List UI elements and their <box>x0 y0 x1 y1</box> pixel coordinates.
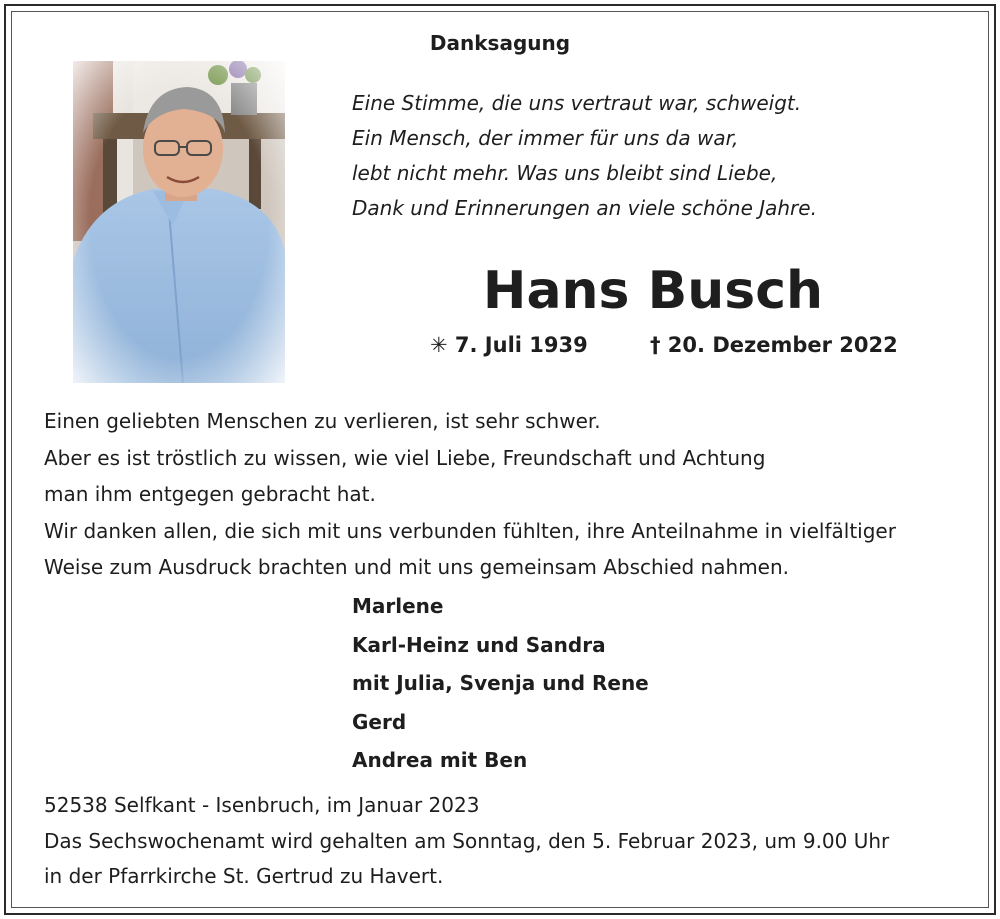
quote-line: Eine Stimme, die uns vertraut war, schweigt. <box>352 91 802 115</box>
footer-line: 52538 Selfkant - Isenbruch, im Januar 2023 <box>44 793 480 817</box>
signers-list <box>352 591 649 784</box>
message-line: Aber es ist tröstlich zu wissen, wie viel Liebe, Freundschaft und Achtung <box>44 445 766 470</box>
message-line: Einen geliebten Menschen zu verlieren, ist sehr schwer. <box>44 409 601 433</box>
death-date: † 20. Dezember 2022 <box>650 333 898 357</box>
thanks-message <box>44 406 896 589</box>
message-line: man ihm entgegen gebracht hat. <box>44 482 376 506</box>
signer: Andrea mit Ben <box>352 748 528 772</box>
signer: mit Julia, Svenja und Rene <box>352 671 649 695</box>
signer: Karl-Heinz und Sandra <box>352 632 606 657</box>
footer-line: Das Sechswochenamt wird gehalten am Sonntag, den 5. Februar 2023, um 9.00 Uhr <box>44 828 890 853</box>
signer: Marlene <box>352 594 444 618</box>
message-line: Weise zum Ausdruck brachten und mit uns gemeinsam Abschied nahmen. <box>44 555 790 579</box>
heading: Danksagung <box>429 31 571 55</box>
birth-date: ✳ 7. Juli 1939 <box>430 333 588 357</box>
footer-info <box>44 790 889 897</box>
message-line: Wir danken allen, die sich mit uns verbunden fühlten, ihre Anteilnahme in vielfältiger <box>44 518 896 543</box>
quote-line: Dank und Erinnerungen an viele schöne Jahre. <box>352 196 817 220</box>
signer: Gerd <box>352 709 407 734</box>
portrait-photo-icon <box>73 61 285 383</box>
quote-line: lebt nicht mehr. Was uns bleibt sind Liebe, <box>352 161 778 185</box>
quote-line: Ein Mensch, der immer für uns da war, <box>352 126 739 150</box>
quote <box>352 88 817 228</box>
footer-line: in der Pfarrkirche St. Gertrud zu Havert. <box>44 864 444 888</box>
deceased-name: Hans Busch <box>482 261 824 321</box>
